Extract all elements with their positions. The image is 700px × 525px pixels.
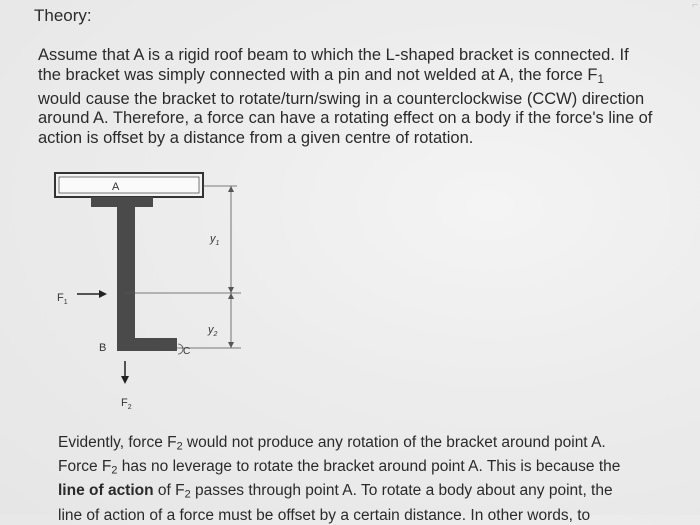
corner-mark-icon: ⌐ (692, 0, 698, 11)
subscript: 1 (597, 73, 604, 86)
label-f2: $F_2$ (121, 397, 132, 411)
bracket-diagram (45, 168, 265, 418)
dimension-arrow-up (228, 186, 234, 192)
dimension-arrow-up-2 (228, 293, 234, 299)
paragraph-text: of F (153, 482, 185, 500)
label-a: A (112, 181, 120, 193)
paragraph-text: Evidently, force F (58, 434, 177, 451)
subscript: 2 (111, 464, 118, 477)
bracket-stem (117, 207, 135, 349)
paragraph-line (38, 66, 688, 90)
paragraph-text: has no leverage to rotate the bracket around point A. This is because the (117, 458, 621, 476)
paragraph-text: Force F (58, 458, 112, 476)
paragraph-line: would cause the bracket to rotate/turn/swing in a counterclockwise (CCW) direction (38, 89, 645, 108)
dimension-arrow-down (228, 287, 234, 293)
paragraph-text: the bracket was simply connected with a pin and not welded at A, the force F (38, 65, 598, 84)
paragraph-line (58, 457, 688, 481)
label-y1: $y_1$ (210, 233, 220, 247)
theory-paragraph (38, 46, 688, 148)
roof-beam-inner (59, 177, 199, 193)
force-f1-arrowhead (99, 290, 107, 298)
label-c: C (183, 346, 191, 357)
paragraph-line: line of action of a force must be offset by a certain distance. In other words, to (58, 506, 591, 524)
paragraph-line: around A. Therefore, a force can have a rotating effect on a body if the force's line of (38, 109, 653, 128)
bracket-flange-top (91, 197, 153, 207)
section-heading: Theory: (34, 6, 92, 25)
label-y2: $y_2$ (208, 324, 218, 338)
explanation-paragraph (58, 433, 688, 525)
dimension-arrow-down-2 (228, 342, 234, 348)
paragraph-line: action is offset by a distance from a given centre of rotation. (38, 128, 474, 147)
force-f2-arrowhead (121, 376, 129, 384)
label-b: B (99, 342, 107, 354)
bold-term: line of action (58, 482, 154, 500)
bracket-arm (117, 338, 177, 351)
label-f1: $F_1$ (57, 292, 68, 306)
paragraph-line: Assume that A is a rigid roof beam to which the L-shaped bracket is connected. If (38, 46, 629, 64)
paragraph-line (58, 481, 688, 505)
paragraph-text: passes through point A. To rotate a body about any point, the (190, 482, 613, 500)
subscript: 2 (184, 489, 191, 502)
paragraph-line (58, 433, 688, 457)
subscript: 2 (176, 440, 183, 453)
paragraph-text: would not produce any rotation of the bracket around point A. (182, 434, 606, 451)
